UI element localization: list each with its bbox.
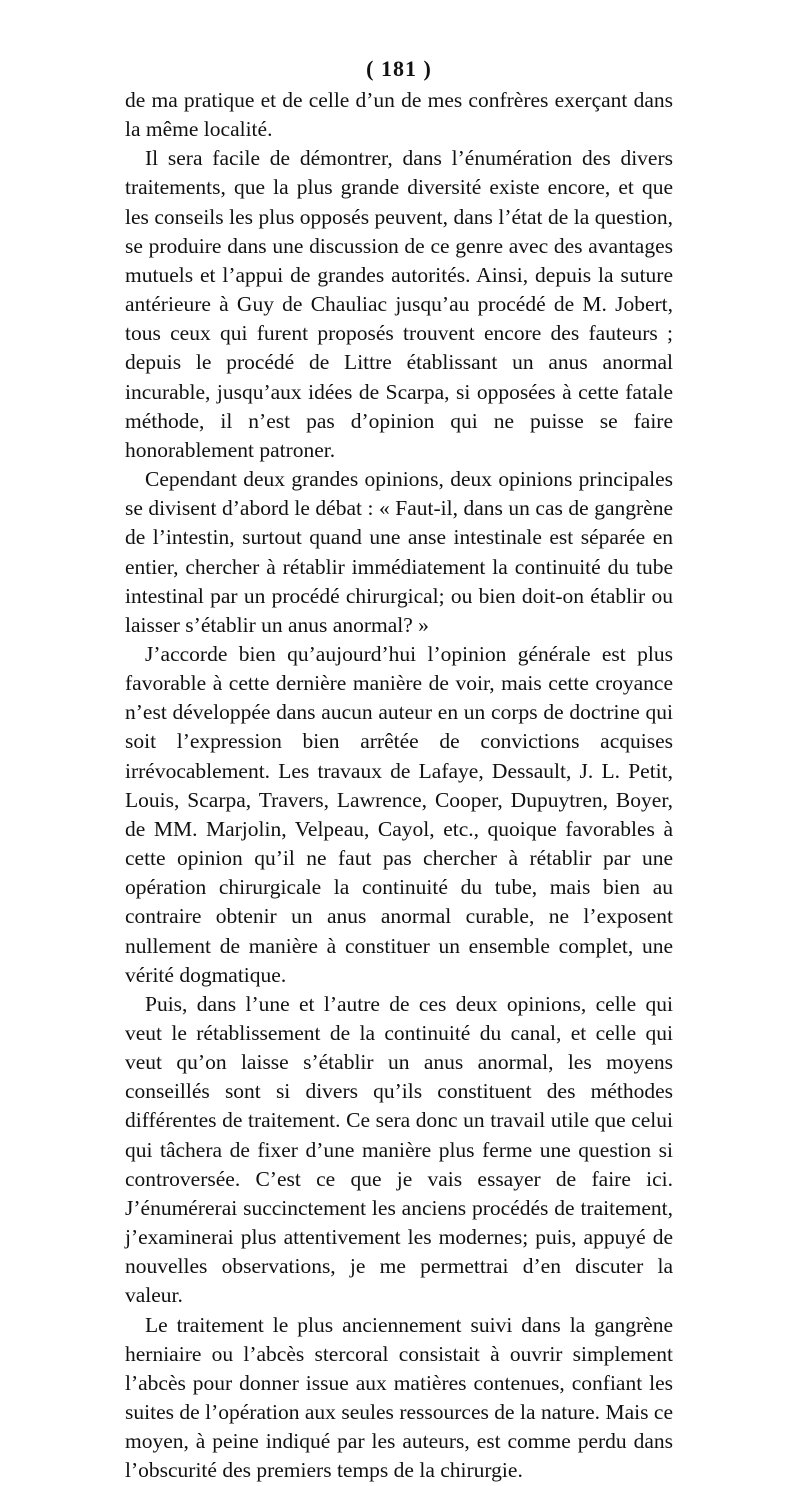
paragraph: Cependant deux grandes opinions, deux opinions principales se divisent d’abord le débat : « Faut-il, dans un cas de gangrène de l’intestin, surtout quand une anse intestinale est séparée en entier, chercher à rétablir immédiatement la continuité du tube intestinal par un procédé chirurgical; ou bien doit-on établir ou laisser s’établir un anus anormal? »: [125, 467, 673, 637]
paragraph: Puis, dans l’une et l’autre de ces deux opinions, celle qui veut le rétablissement de la continuité du canal, et celle qui veut qu’on laisse s’établir un anus anormal, les moyens conseillés sont si divers qu’ils constituent des méthodes différentes de traitement. Ce sera donc un travail utile que celui qui tâchera de fixer d’une manière plus ferme une question si controversée. C’est ce que je vais essayer de faire ici. J’énumérerai succinctement les anciens procédés de traitement, j’examinerai plus attentivement les modernes; puis, appuyé de nouvelles observations, je me permettrai d’en discuter la valeur.: [125, 991, 673, 1308]
body-text: [125, 86, 673, 1486]
paragraph: Il sera facile de démontrer, dans l’énumération des divers traitements, que la plus grande diversité existe encore, et que les conseils les plus opposés peuvent, dans l’état de la question, se produire dans une discussion de ce genre avec des avantages mutuels et l’appui de grandes autorités. Ainsi, depuis la suture antérieure à Guy de Chauliac jusqu’au procédé de M. Jobert, tous ceux qui furent proposés trouvent encore des fauteurs ; depuis le procédé de Littre établissant un anus anormal incurable, jusqu’aux idées de Scarpa, si opposées à cette fatale méthode, il n’est pas d’opinion qui ne puisse se faire honorablement patroner.: [125, 146, 673, 462]
paragraph-continuation: de ma pratique et de celle d’un de mes confrères exerçant dans la même localité.: [125, 88, 673, 142]
paragraph: Le traitement le plus anciennement suivi dans la gangrène herniaire ou l’abcès stercoral consistait à ouvrir simplement l’abcès pour donner issue aux matières contenues, confiant les suites de l’opération aux seules ressources de la nature. Mais ce moyen, à peine indiqué par les auteurs, est comme perdu dans l’obscurité des premiers temps de la chirurgie.: [125, 1312, 673, 1483]
page-number: ( 181 ): [366, 56, 432, 81]
book-page: [125, 52, 673, 1486]
paragraph: J’accorde bien qu’aujourd’hui l’opinion générale est plus favorable à cette dernière manière de voir, mais cette croyance n’est développée dans aucun auteur en un corps de doctrine qui soit l’expression bien arrêtée de convictions acquises irrévocablement. Les travaux de Lafaye, Dessault, J. L. Petit, Louis, Scarpa, Travers, Lawrence, Cooper, Dupuytren, Boyer, de MM. Marjolin, Velpeau, Cayol, etc., quoique favorables à cette opinion qu’il ne faut pas chercher à rétablir par une opération chirurgicale la continuité du tube, mais bien au contraire obtenir un anus anormal curable, ne l’exposent nullement de manière à constituer un ensemble complet, une vérité dogmatique.: [125, 641, 673, 987]
